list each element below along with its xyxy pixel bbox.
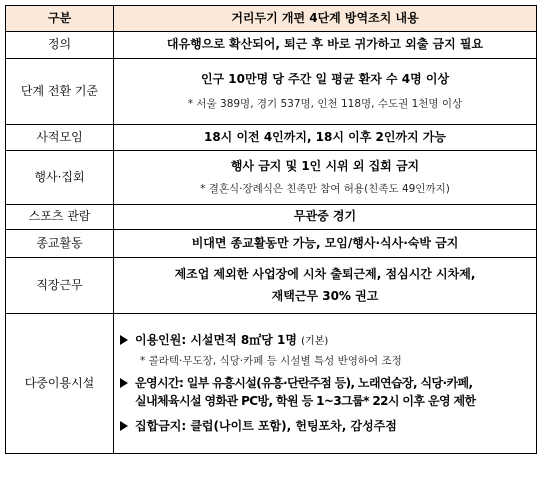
events-text: 행사 금지 및 1인 시위 외 집회 금지 — [230, 158, 420, 173]
occupancy-suffix: (기본) — [301, 335, 329, 347]
facilities-item-occupancy — [118, 332, 532, 350]
criteria-text: 인구 10만명 당 주간 일 평균 환자 수 4명 이상 — [200, 72, 450, 87]
row-sports — [6, 205, 537, 230]
facilities-item-ban — [118, 418, 532, 435]
triangle-bullet-icon — [120, 335, 128, 345]
criteria-cell — [114, 59, 537, 125]
row-religion — [6, 230, 537, 258]
hours-line-2: 실내체육시설 영화관 PC방, 학원 등 1~3그룹* 22시 이후 운영 제한 — [135, 393, 476, 408]
events-cell — [114, 151, 537, 205]
policy-table — [5, 5, 537, 454]
definition-text: 대유행으로 확산되어, 퇴근 후 바로 귀가하고 외출 금지 필요 — [114, 32, 537, 59]
header-content: 거리두기 개편 4단계 방역조치 내용 — [114, 6, 537, 32]
events-note: * 결혼식·장례식은 친족만 참여 허용(친족도 49인까지) — [200, 183, 450, 196]
row-events — [6, 151, 537, 205]
triangle-bullet-icon — [120, 421, 128, 431]
sports-label: 스포츠 관람 — [6, 205, 114, 230]
work-cell — [114, 258, 537, 314]
private-label: 사적모임 — [6, 125, 114, 151]
ban-text: 집합금지: 클럽(나이트 포함), 헌팅포차, 감성주점 — [135, 419, 397, 434]
row-criteria — [6, 59, 537, 125]
sports-text: 무관중 경기 — [114, 205, 537, 230]
events-label: 행사·집회 — [6, 151, 114, 205]
row-definition — [6, 32, 537, 59]
definition-label: 정의 — [6, 32, 114, 59]
row-work — [6, 258, 537, 314]
criteria-note: * 서울 389명, 경기 537명, 인천 118명, 수도권 1천명 이상 — [187, 97, 463, 110]
row-private-gathering — [6, 125, 537, 151]
facilities-label: 다중이용시설 — [6, 314, 114, 454]
triangle-bullet-icon — [120, 378, 128, 388]
occupancy-text: 이용인원: 시설면적 8㎡당 1명 — [135, 332, 297, 347]
criteria-label: 단계 전환 기준 — [6, 59, 114, 125]
work-line-1: 제조업 제외한 사업장에 시차 출퇴근제, 점심시간 시차제, — [174, 267, 476, 282]
facilities-cell — [114, 314, 537, 454]
religion-text: 비대면 종교활동만 가능, 모임/행사·식사·숙박 금지 — [114, 230, 537, 258]
hours-line-1: 운영시간: 일부 유흥시설(유흥·단란주점 등), 노래연습장, 식당·카페, — [135, 376, 473, 391]
work-label: 직장근무 — [6, 258, 114, 314]
occupancy-note: * 콜라텍·무도장, 식당·카페 등 시설별 특성 반영하여 조정 — [140, 355, 402, 368]
work-line-2: 재택근무 30% 권고 — [271, 288, 379, 303]
facilities-item-hours — [118, 375, 532, 410]
header-category: 구분 — [6, 6, 114, 32]
header-row — [6, 6, 537, 32]
private-text: 18시 이전 4인까지, 18시 이후 2인까지 가능 — [114, 125, 537, 151]
religion-label: 종교활동 — [6, 230, 114, 258]
row-facilities — [6, 314, 537, 454]
